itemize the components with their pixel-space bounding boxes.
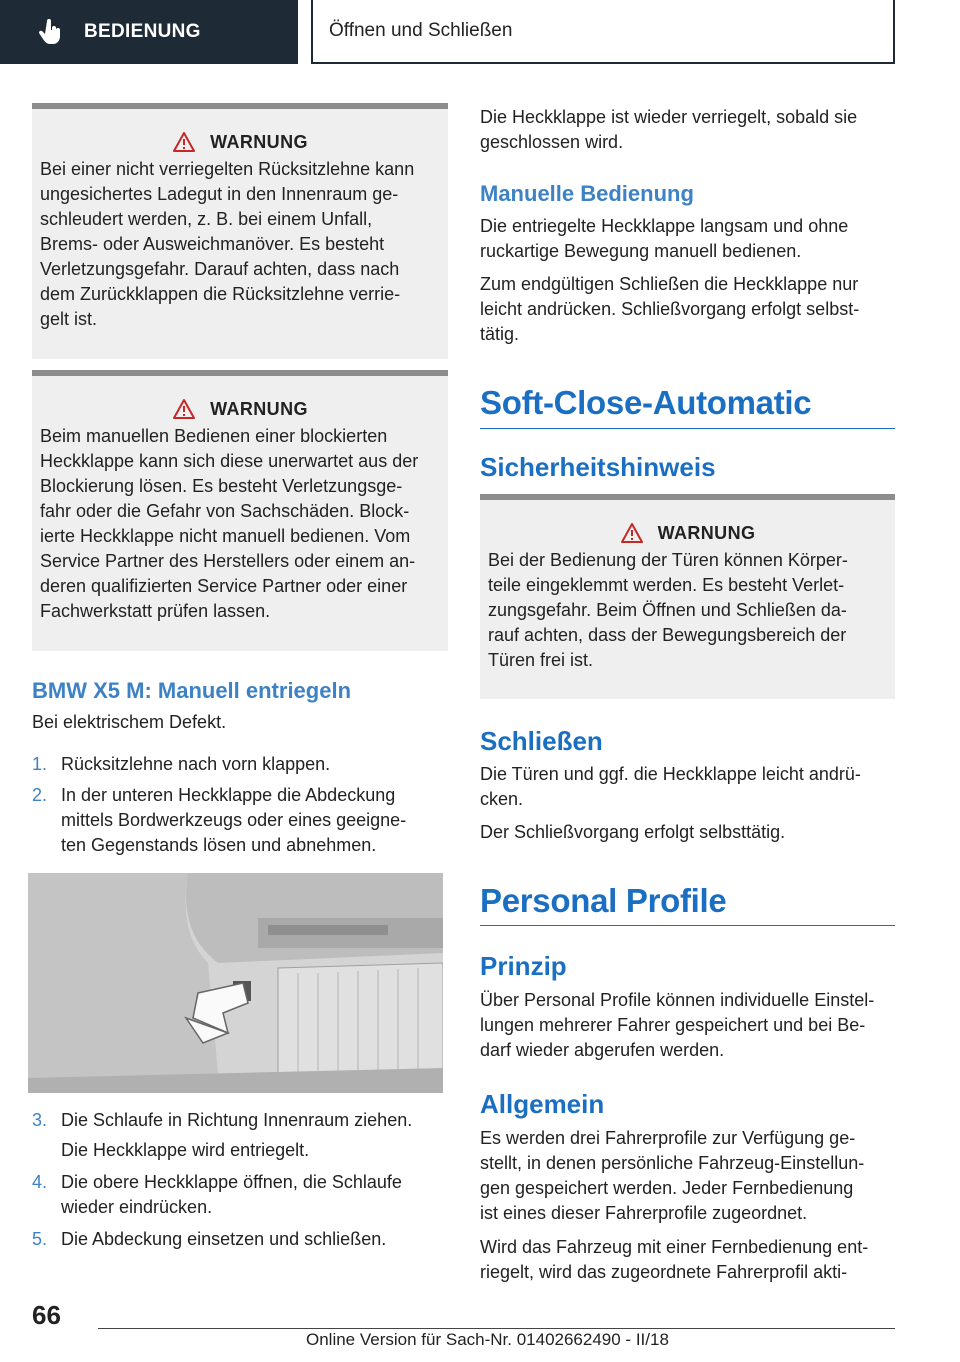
warning-text: Bei der Bedienung der Türen können Körper- teile eingeklemmt werden. Es besteht Verlet- zungsgefahr. Beim Öffnen und Schließen da- rauf achten, dass der Bewegungsbereich der Türen frei ist.	[488, 550, 848, 670]
heading-personal-profile: Personal Profile	[480, 882, 727, 919]
list-item: 2. In der unteren Heckklappe die Abdeckung mittels Bordwerkzeugs oder eines geeigne- ten Gegenstands lösen und abnehmen.	[32, 785, 407, 855]
warning-triangle-icon	[172, 398, 196, 420]
warning-title: WARNUNG	[210, 398, 308, 419]
list-item: 5. Die Abdeckung einsetzen und schließen.	[32, 1229, 387, 1249]
warning-text: Beim manuellen Bedienen einer blockierten Heckklappe kann sich diese unerwartet aus der Blockierung lösen. Es besteht Verletzungsge- fahr oder die Gefahr von Sachschäden. Block- ierte Heckklappe nicht manuell bedienen. Vom Service Partner des Herstellers oder einem an- deren qualifizierten Service Partner oder einer Fachwerkstatt prüfen lassen.	[40, 426, 419, 621]
warning-triangle-icon	[620, 522, 644, 544]
paragraph: Der Schließvorgang erfolgt selbsttätig.	[480, 822, 786, 842]
paragraph: Die entriegelte Heckklappe langsam und ohne ruckartige Bewegung manuell bedienen.	[480, 216, 849, 261]
warning-header	[488, 522, 887, 544]
warning-box-3	[480, 494, 895, 699]
warning-header	[40, 131, 440, 153]
section-tab	[0, 0, 298, 64]
heading-rule	[480, 925, 895, 926]
warning-title: WARNUNG	[210, 131, 308, 152]
warning-title: WARNUNG	[657, 522, 756, 543]
heading-general: Allgemein	[480, 1089, 605, 1119]
hand-pointer-icon	[36, 18, 64, 46]
paragraph: Wird das Fahrzeug mit einer Fernbedienung ent- riegelt, wird das zugeordnete Fahrerprofil akti-	[480, 1237, 869, 1282]
online-version-footer: Online Version für Sach-Nr. 01402662490 - II/18	[306, 1330, 669, 1349]
warning-header	[40, 398, 440, 420]
heading-close: Schließen	[480, 726, 603, 756]
list-item: 4. Die obere Heckklappe öffnen, die Schlaufe wieder eindrücken.	[32, 1172, 402, 1217]
section-label: BEDIENUNG	[84, 21, 201, 42]
chapter-title: Öffnen und Schließen	[329, 20, 513, 41]
heading-soft-close: Soft-Close-Automatic	[480, 384, 812, 421]
heading-rule	[480, 428, 895, 429]
list-item: 1. Rücksitzlehne nach vorn klappen.	[32, 754, 331, 774]
paragraph: Es werden drei Fahrerprofile zur Verfügung ge- stellt, in denen persönliche Fahrzeug-Einstellun- gen gespeichert werden. Jeder Fernbedienung ist eines dieser Fahrerprofile zugeordnet.	[480, 1128, 865, 1223]
paragraph: Zum endgültigen Schließen die Heckklappe nur leicht andrücken. Schließvorgang erfolgt selbst- tätig.	[480, 274, 860, 344]
page-number: 66	[32, 1300, 61, 1330]
heading-manual-operation: Manuelle Bedienung	[480, 181, 694, 206]
footer-rule	[98, 1328, 895, 1329]
list-item: 3. Die Schlaufe in Richtung Innenraum ziehen.	[32, 1110, 413, 1130]
warning-box-2	[32, 370, 448, 651]
chapter-header	[311, 0, 895, 64]
trunk-illustration	[28, 873, 443, 1093]
paragraph: Über Personal Profile können individuelle Einstel- lungen mehrerer Fahrer gespeichert und bei Be- darf wieder abgerufen werden.	[480, 990, 875, 1060]
heading-safety: Sicherheitshinweis	[480, 452, 716, 482]
paragraph: Die Türen und ggf. die Heckklappe leicht andrü- cken.	[480, 764, 861, 809]
warning-triangle-icon	[172, 131, 196, 153]
warning-text: Bei einer nicht verriegelten Rücksitzlehne kann ungesichertes Ladegut in den Innenraum ge- schleudert werden, z. B. bei einem Unfall, Brems- oder Ausweichmanöver. Es besteht Verletzungsgefahr. Darauf achten, dass nach dem Zurückklappen die Rücksitzlehne verrie- gelt ist.	[40, 159, 415, 329]
warning-box-1	[32, 103, 448, 359]
heading-manual-unlock: BMW X5 M: Manuell entriegeln	[32, 678, 352, 703]
paragraph: Die Heckklappe ist wieder verriegelt, sobald sie geschlossen wird.	[480, 107, 858, 152]
intro-text: Bei elektrischem Defekt.	[32, 712, 227, 732]
heading-principle: Prinzip	[480, 951, 567, 981]
list-item: Die Heckklappe wird entriegelt.	[61, 1140, 310, 1160]
